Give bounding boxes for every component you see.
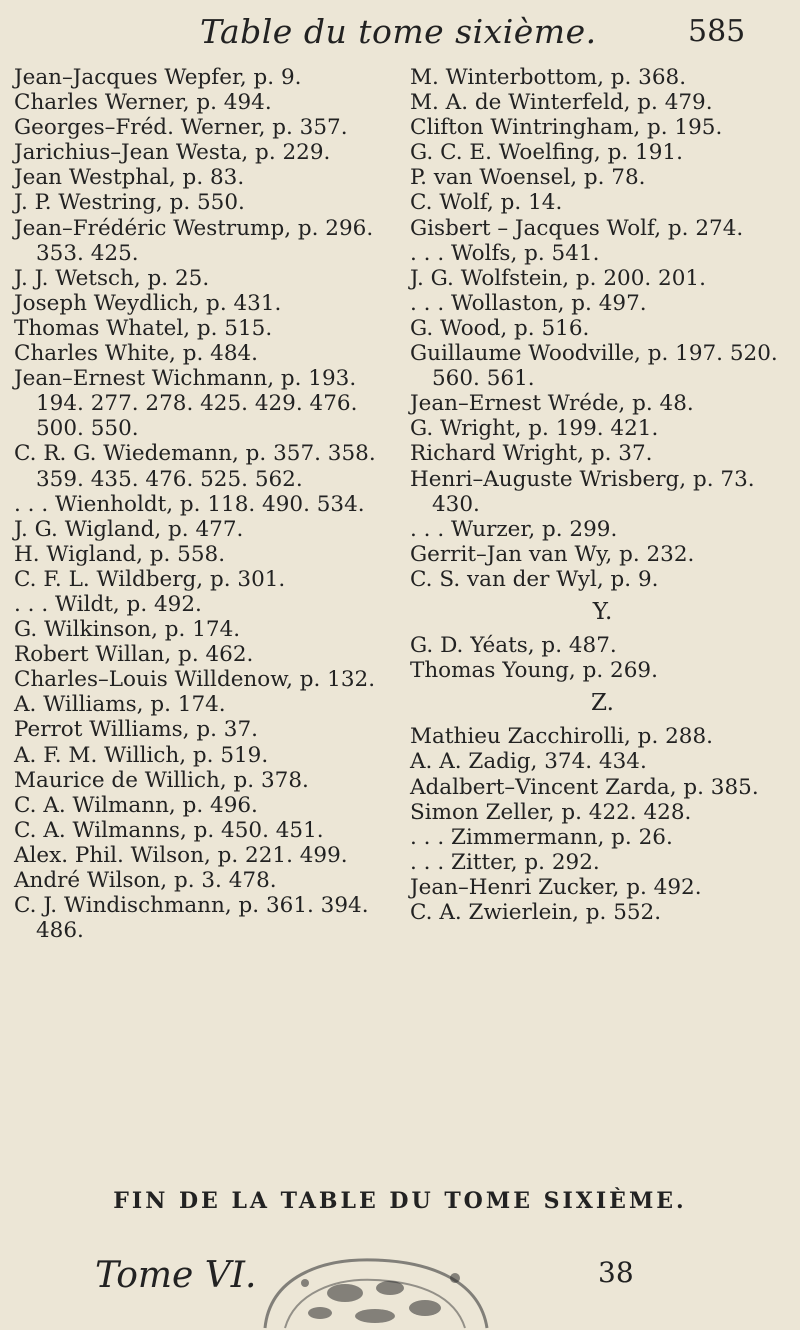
index-entry: Charles White, p. 484.	[14, 341, 259, 367]
index-entry: J. G. Wigland, p. 477.	[14, 516, 244, 542]
index-entry: Mathieu Zacchirolli, p. 288.	[410, 724, 713, 750]
w-entries	[410, 65, 795, 592]
index-entry: M. Winterbottom, p. 368.	[410, 65, 687, 90]
index-entry: G. Wilkinson, p. 174.	[14, 617, 241, 643]
index-entry: Gisbert – Jacques Wolf, p. 274.	[410, 215, 744, 241]
index-entry: Jean–Henri Zucker, p. 492.	[410, 874, 702, 900]
index-entry: Simon Zeller, p. 422. 428.	[410, 799, 692, 825]
index-entry: J. G. Wolfstein, p. 200. 201.	[410, 265, 706, 291]
index-entry: C. Wolf, p. 14.	[410, 190, 563, 216]
index-entry: Charles–Louis Willdenow, p. 132.	[14, 667, 376, 693]
gathering-number: 38	[598, 1256, 634, 1289]
index-entry: . . . Wolfs, p. 541.	[410, 240, 600, 266]
end-of-table-note: FIN DE LA TABLE DU TOME SIXIÈME.	[113, 1188, 687, 1214]
index-entry: Jean–Ernest Wréde, p. 48.	[410, 391, 694, 417]
index-entry: J. P. Westring, p. 550.	[14, 190, 245, 216]
right-column	[410, 65, 795, 925]
signature-mark: Tome VI.	[95, 1255, 257, 1296]
index-entry: Clifton Wintringham, p. 195.	[410, 115, 723, 141]
index-entry: C. A. Zwierlein, p. 552.	[410, 900, 662, 925]
page-number: 585	[688, 14, 746, 49]
index-entry: . . . Wienholdt, p. 118. 490. 534.	[14, 491, 365, 517]
index-entry: Jean–Jacques Wepfer, p. 9.	[14, 65, 302, 90]
index-entry: Jarichius–Jean Westa, p. 229.	[14, 140, 331, 166]
index-entry: G. Wright, p. 199. 421.	[410, 416, 659, 442]
index-entry: André Wilson, p. 3. 478.	[14, 868, 277, 893]
index-entry: A. F. M. Willich, p. 519.	[14, 742, 269, 768]
index-entry: Robert Willan, p. 462.	[14, 642, 254, 668]
index-entry: A. A. Zadig, 374. 434.	[410, 749, 647, 775]
index-entry: Perrot Williams, p. 37.	[14, 717, 258, 743]
left-column	[14, 65, 402, 943]
index-entry: . . . Wollaston, p. 497.	[410, 290, 647, 316]
index-entry: Georges–Fréd. Werner, p. 357.	[14, 115, 348, 141]
index-entry: Thomas Whatel, p. 515.	[14, 315, 273, 341]
index-entry: J. J. Wetsch, p. 25.	[14, 265, 210, 291]
index-entry: Alex. Phil. Wilson, p. 221. 499.	[14, 842, 348, 868]
library-stamp-icon	[225, 1238, 525, 1330]
index-entry: C. A. Wilmann, p. 496.	[14, 792, 258, 818]
running-title: Table du tome sixième.	[200, 12, 597, 51]
index-entry: . . . Zimmermann, p. 26.	[410, 824, 673, 850]
index-entry: A. Williams, p. 174.	[14, 692, 226, 718]
index-entry: C. F. L. Wildberg, p. 301.	[14, 566, 286, 592]
index-entry: . . . Wildt, p. 492.	[14, 591, 202, 617]
index-entry: G. D. Yéats, p. 487.	[410, 633, 617, 659]
index-entry: Adalbert–Vincent Zarda, p. 385.	[410, 774, 759, 800]
index-entry: C. S. van der Wyl, p. 9.	[410, 566, 659, 592]
index-entry: Thomas Young, p. 269.	[410, 658, 658, 684]
index-entry: Maurice de Willich, p. 378.	[14, 767, 309, 793]
index-entry: Jean Westphal, p. 83.	[14, 165, 245, 191]
section-heading-y: Y.	[592, 598, 613, 625]
y-entries	[410, 633, 795, 683]
index-entry: G. C. E. Woelfing, p. 191.	[410, 140, 683, 166]
index-entry: Guillaume Woodville, p. 197. 520. 560. 561.	[410, 341, 778, 392]
z-entries	[410, 724, 795, 925]
index-entry: P. van Woensel, p. 78.	[410, 165, 646, 191]
index-entry: H. Wigland, p. 558.	[14, 541, 226, 567]
index-entry: Jean–Ernest Wichmann, p. 193. 194. 277. 278. 425. 429. 476. 500. 550.	[14, 366, 358, 442]
index-entry: . . . Zitter, p. 292.	[410, 849, 600, 875]
index-entry: Jean–Frédéric Westrump, p. 296. 353. 425.	[14, 215, 374, 266]
index-entry: C. A. Wilmanns, p. 450. 451.	[14, 817, 324, 843]
index-entry: G. Wood, p. 516.	[410, 315, 590, 341]
index-entry: Charles Werner, p. 494.	[14, 90, 272, 116]
index-entry: C. R. G. Wiedemann, p. 357. 358. 359. 435. 476. 525. 562.	[14, 441, 376, 492]
index-entry: M. A. de Winterfeld, p. 479.	[410, 90, 713, 116]
index-entry: Gerrit–Jan van Wy, p. 232.	[410, 541, 695, 567]
index-entry: Richard Wright, p. 37.	[410, 441, 653, 467]
index-entry: . . . Wurzer, p. 299.	[410, 516, 618, 542]
index-entry: Henri–Auguste Wrisberg, p. 73. 430.	[410, 466, 755, 517]
section-heading-z: Z.	[591, 690, 614, 717]
index-entry: Joseph Weydlich, p. 431.	[14, 290, 282, 316]
index-entry: C. J. Windischmann, p. 361. 394. 486.	[14, 893, 369, 944]
